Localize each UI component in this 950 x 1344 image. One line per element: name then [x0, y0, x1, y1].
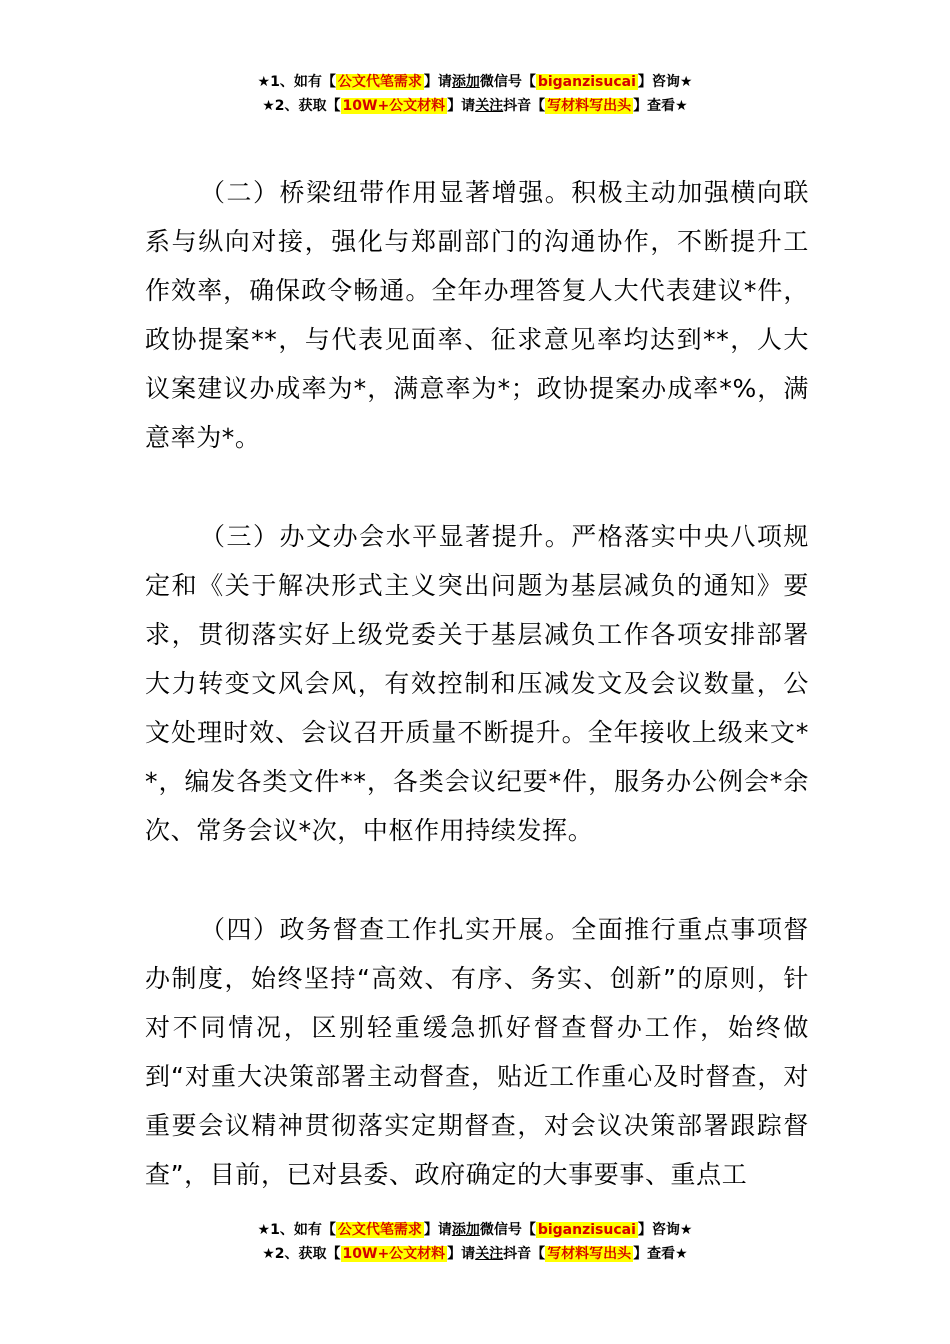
banner-line-2-prefix: ★2、获取【 — [262, 1246, 341, 1262]
banner-line-2 — [0, 94, 950, 118]
header-banner — [0, 70, 950, 118]
banner-line-2-middle-2: 抖音【 — [503, 98, 546, 114]
footer-banner — [0, 1218, 950, 1266]
paragraph-gap — [145, 462, 809, 512]
banner-line-1-middle: 】请 — [423, 74, 452, 90]
banner-line-1-middle-2: 微信号【 — [479, 74, 536, 90]
banner-line-2-highlight-materials: 10W+公文材料 — [342, 98, 446, 114]
banner-line-1-middle: 】请 — [423, 1222, 452, 1238]
banner-line-1-highlight-service: 公文代笔需求 — [337, 1222, 422, 1238]
banner-line-2-underlined: 关注 — [475, 1246, 504, 1262]
banner-line-2-suffix: 】查看★ — [633, 1246, 688, 1262]
paragraph-document-meetings: （三）办文办会水平显著提升。严格落实中央八项规定和《关于解决形式主义突出问题为基层减负的通知》要求，贯彻落实好上级党委关于基层减负工作各项安排部署大力转变文风会风，有效控制和压减发文及会议数量，公文处理时效、会议召开质量不断提升。全年接收上级来文**，编发各类文件**，各类会议纪要*件，服务办公例会*余次、常务会议*次，中枢作用持续发挥。 — [145, 522, 809, 845]
banner-line-1-highlight-wechat: biganzisucai — [537, 1222, 636, 1238]
banner-line-1-prefix: ★1、如有【 — [257, 74, 336, 90]
banner-line-1-highlight-wechat: biganzisucai — [537, 74, 636, 90]
banner-line-1-middle-2: 微信号【 — [479, 1222, 536, 1238]
document-body — [145, 168, 809, 1199]
paragraph-gap — [145, 855, 809, 905]
banner-line-2-highlight-materials: 10W+公文材料 — [342, 1246, 446, 1262]
banner-line-1-underlined: 添加 — [451, 74, 480, 90]
banner-line-1-underlined: 添加 — [451, 1222, 480, 1238]
banner-line-2-middle: 】请 — [447, 1246, 476, 1262]
banner-line-2-highlight-douyin: 写材料写出头 — [547, 98, 632, 114]
banner-line-1 — [0, 70, 950, 94]
banner-line-1-prefix: ★1、如有【 — [257, 1222, 336, 1238]
banner-line-2-middle: 】请 — [447, 98, 476, 114]
paragraph-bridge-role: （二）桥梁纽带作用显著增强。积极主动加强横向联系与纵向对接，强化与郑副部门的沟通协作，不断提升工作效率，确保政令畅通。全年办理答复人大代表建议*件，政协提案**，与代表见面率、征求意见率均达到**，人大议案建议办成率为*，满意率为*；政协提案办成率*%，满意率为*。 — [145, 178, 809, 452]
banner-line-1-highlight-service: 公文代笔需求 — [337, 74, 422, 90]
banner-line-2-underlined: 关注 — [475, 98, 504, 114]
banner-line-2-middle-2: 抖音【 — [503, 1246, 546, 1262]
banner-line-1 — [0, 1218, 950, 1242]
banner-line-2-prefix: ★2、获取【 — [262, 98, 341, 114]
paragraph-supervision: （四）政务督查工作扎实开展。全面推行重点事项督办制度，始终坚持“高效、有序、务实、创新”的原则，针对不同情况，区别轻重缓急抓好督查督办工作，始终做到“对重大决策部署主动督查，贴近工作重心及时督查，对重要会议精神贯彻落实定期督查，对会议决策部署跟踪督查”，目前，已对县委、政府确定的大事要事、重点工 — [145, 915, 809, 1189]
banner-line-1-suffix: 】咨询★ — [637, 74, 693, 90]
banner-line-2-highlight-douyin: 写材料写出头 — [547, 1246, 632, 1262]
banner-line-1-suffix: 】咨询★ — [637, 1222, 693, 1238]
banner-line-2-suffix: 】查看★ — [633, 98, 688, 114]
banner-line-2 — [0, 1242, 950, 1266]
